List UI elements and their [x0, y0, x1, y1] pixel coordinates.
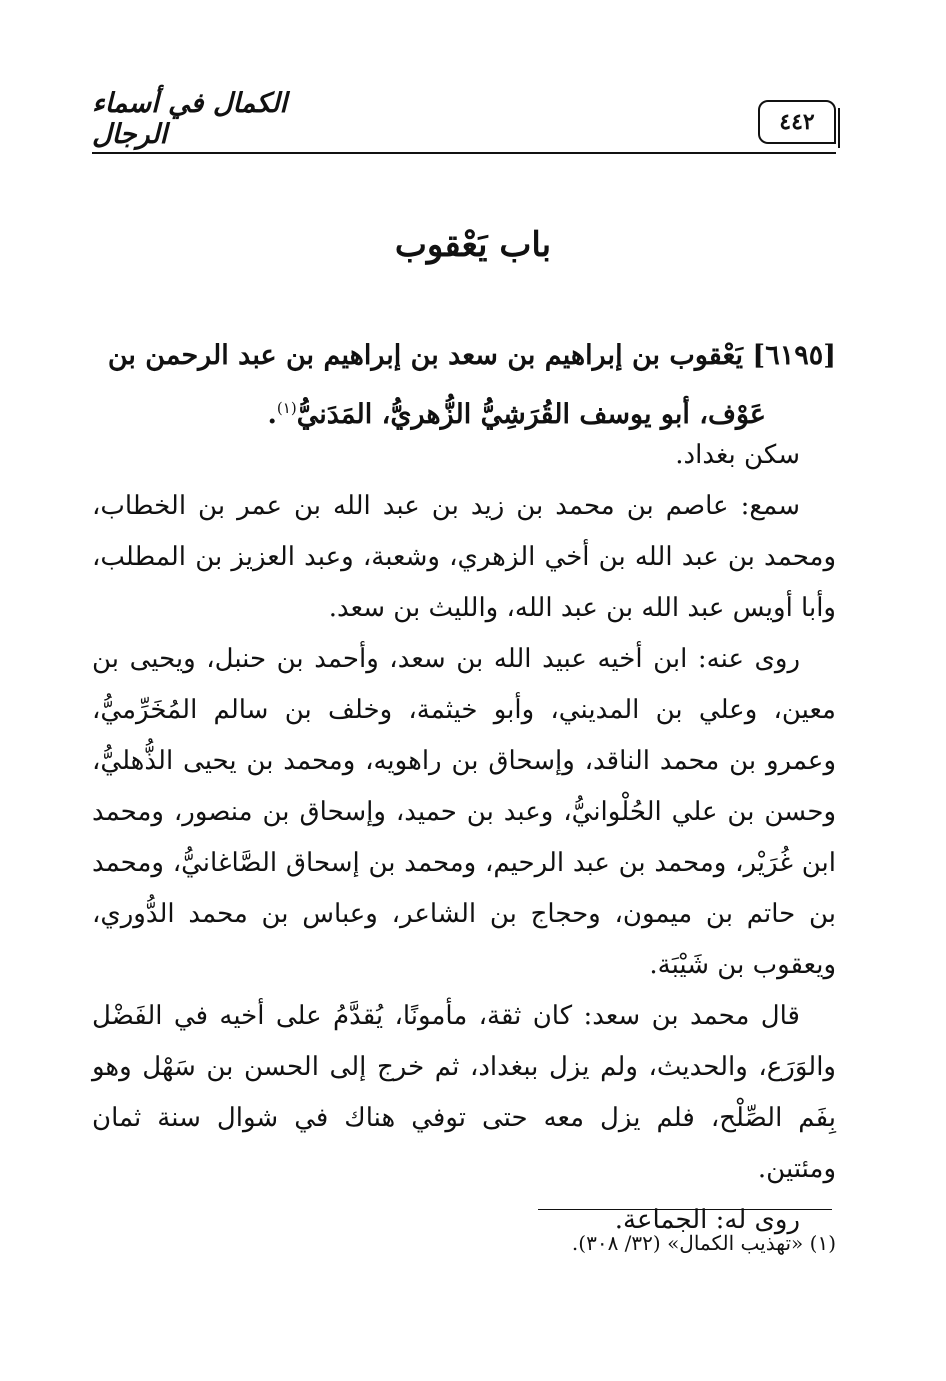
paragraph-residence: سكن بغداد.	[675, 440, 800, 470]
book-title: الكمال في أسماء الرجال	[92, 88, 287, 150]
page-number: ٤٤٢	[758, 100, 836, 144]
paragraph-students: روى عنه: ابن أخيه عبيد الله بن سعد، وأحمد بن حنبل، ويحيى بن معين، وعلي بن المديني، وأبو خيثمة، وخلف بن سالم المُخَرِّميُّ، وعمرو بن محمد الناقد، وإسحاق بن راهويه، ومحمد بن يحيى الذُّهليُّ، وحسن بن علي الحُلْوانيُّ، وعبد بن حميد، وإسحاق بن منصور، ومحمد ابن غُرَيْر، ومحمد بن عبد الرحيم، ومحمد بن إسحاق الصَّاغانيُّ، ومحمد بن حاتم بن ميمون، وحجاج بن الشاعر، وعباس بن محمد الدُّوري، ويعقوب بن شَيْبَة.	[92, 644, 836, 980]
entry-heading: [٦١٩٥] يَعْقوب بن إبراهيم بن سعد بن إبراهيم بن عبد الرحمن بن عَوْف، أبو يوسف القُرَشِيُّ الزُّهريُّ، المَدَنيُّ$^{(١)}$.	[107, 340, 836, 430]
entry-heading-line2: عَوْف، أبو يوسف القُرَشِيُّ الزُّهريُّ، المَدَنيُّ	[296, 399, 766, 430]
entry-body	[92, 430, 836, 1246]
paragraph-narrators: روى له: الجماعة.	[614, 1205, 800, 1235]
footnote-rule	[538, 1209, 832, 1210]
entry-heading-line1: يَعْقوب بن إبراهيم بن سعد بن إبراهيم بن عبد الرحمن بن	[107, 340, 744, 371]
footnote: (١) «تهذيب الكمال» (٣٢/ ٣٠٨).	[571, 1231, 836, 1255]
entry-number: [٦١٩٥]	[752, 340, 836, 371]
footnote-marker: (١)	[276, 399, 297, 417]
page-header	[92, 86, 836, 150]
paragraph-teachers: سمع: عاصم بن محمد بن زيد بن عبد الله بن عمر بن الخطاب، ومحمد بن عبد الله بن أخي الزهري، وشعبة، وعبد العزيز بن المطلب، وأبا أويس عبد الله بن عبد الله، والليث بن سعد.	[92, 491, 836, 623]
header-rule	[92, 152, 836, 154]
paragraph-assessment: قال محمد بن سعد: كان ثقة، مأمونًا، يُقدَّمُ على أخيه في الفَضْل والوَرَع، والحديث، ولم يزل ببغداد، ثم خرج إلى الحسن بن سَهْل وهو بِفَم الصِّلْح، فلم يزل معه حتى توفي هناك في شوال سنة ثمان ومئتين.	[92, 1001, 836, 1184]
chapter-title: باب يَعْقوب	[394, 225, 552, 265]
